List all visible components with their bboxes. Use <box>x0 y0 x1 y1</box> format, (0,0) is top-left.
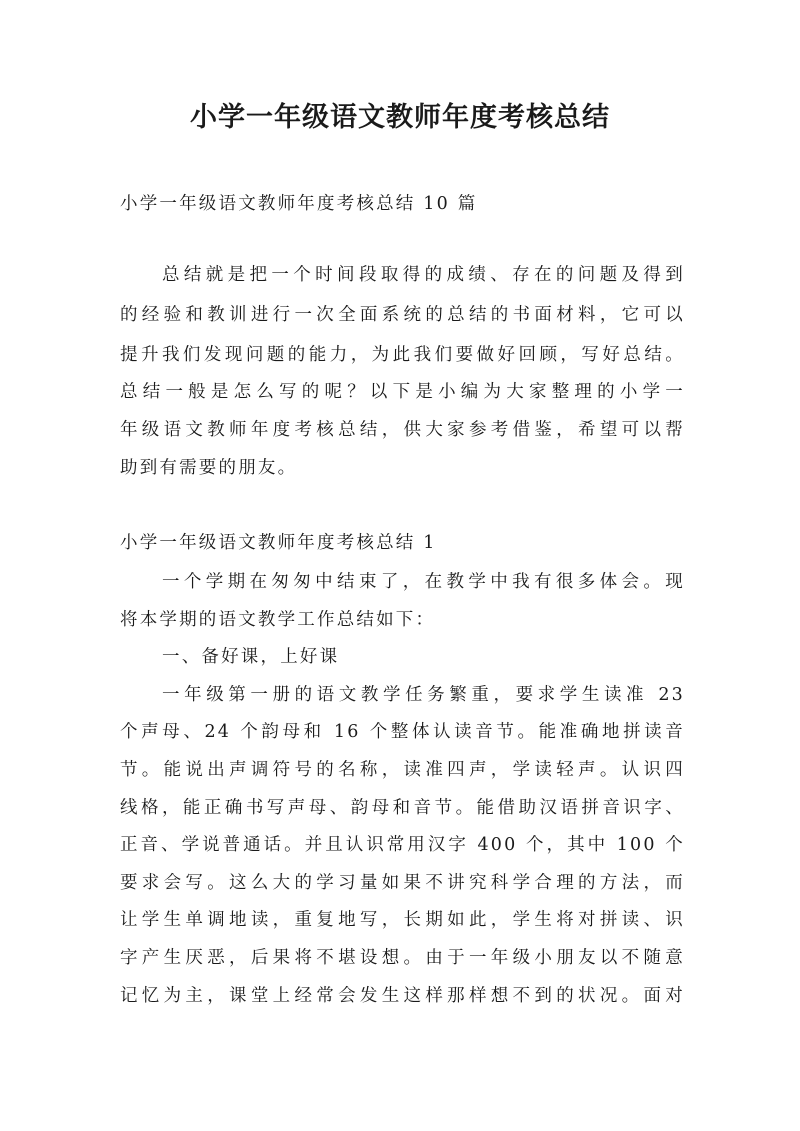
intro-line: 助到有需要的朋友。 <box>120 458 298 478</box>
intro-line: 的经验和教训进行一次全面系统的总结的书面材料，它可以 <box>120 305 685 325</box>
paragraph-line: 让学生单调地读，重复地写，长期如此，学生将对拼读、识 <box>120 910 685 930</box>
paragraph-line: 要求会写。这么大的学习量如果不讲究科学合理的方法，而 <box>120 873 685 893</box>
document-subtitle: 小学一年级语文教师年度考核总结 10 篇 <box>120 194 478 214</box>
intro-line: 总结就是把一个时间段取得的成绩、存在的问题及得到 <box>162 265 685 285</box>
paragraph-line: 一年级第一册的语文教学任务繁重，要求学生读准 23 <box>162 685 685 705</box>
intro-line: 年级语文教师年度考核总结，供大家参考借鉴，希望可以帮 <box>120 420 685 440</box>
paragraph-line: 节。能说出声调符号的名称，读准四声，学读轻声。认识四 <box>120 760 685 780</box>
paragraph-line: 一个学期在匆匆中结束了，在教学中我有很多体会。现 <box>162 572 685 592</box>
paragraph-line: 记忆为主，课堂上经常会发生这样那样想不到的状况。面对 <box>120 986 685 1006</box>
document-title: 小学一年级语文教师年度考核总结 <box>190 102 610 133</box>
paragraph-line: 正音、学说普通话。并且认识常用汉字 400 个，其中 100 个 <box>120 835 685 855</box>
paragraph-line: 线格，能正确书写声母、韵母和音节。能借助汉语拼音识字、 <box>120 798 685 818</box>
section-heading: 小学一年级语文教师年度考核总结 1 <box>120 533 437 553</box>
section-point-heading: 一、备好课，上好课 <box>162 647 340 667</box>
intro-line: 提升我们发现问题的能力，为此我们要做好回顾，写好总结。 <box>120 345 685 365</box>
paragraph-line: 字产生厌恶，后果将不堪设想。由于一年级小朋友以不随意 <box>120 948 685 968</box>
paragraph-line: 将本学期的语文教学工作总结如下： <box>120 610 436 630</box>
intro-line: 总结一般是怎么写的呢？以下是小编为大家整理的小学一 <box>120 382 685 402</box>
paragraph-line: 个声母、24 个韵母和 16 个整体认读音节。能准确地拼读音 <box>120 722 685 742</box>
